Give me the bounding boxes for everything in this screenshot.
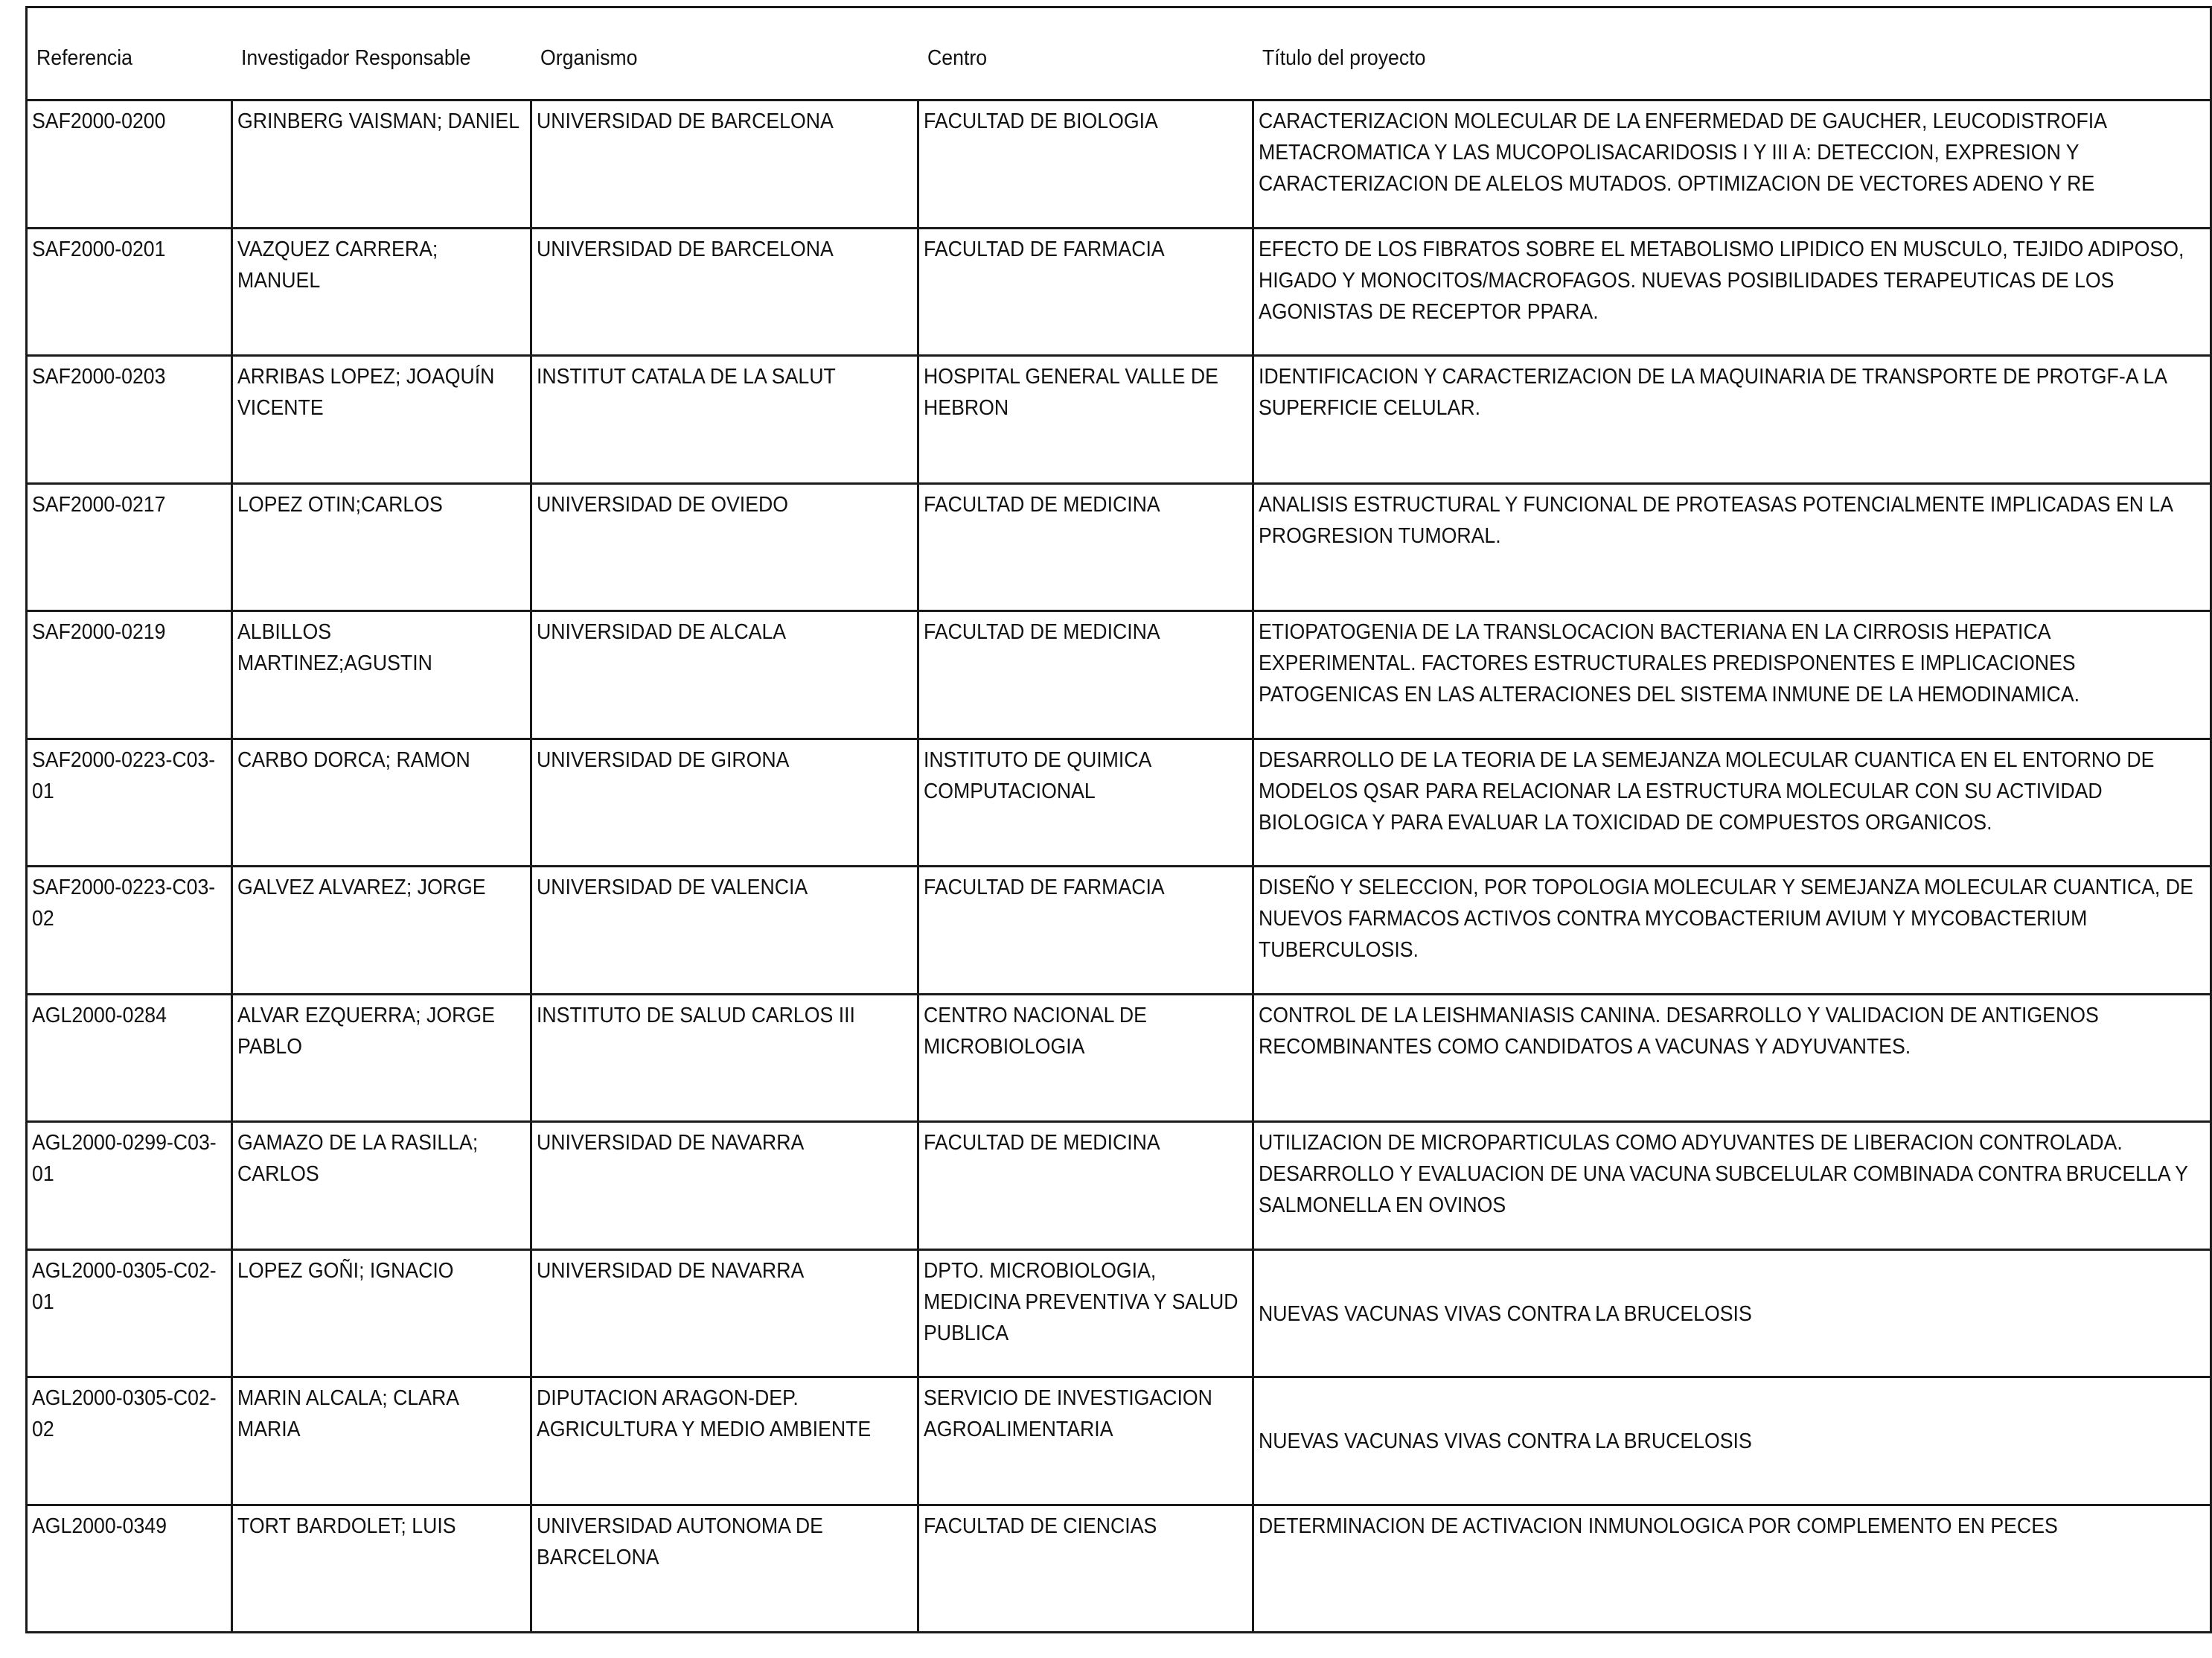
cell-titulo: DETERMINACION DE ACTIVACION INMUNOLOGICA POR COMPLEMENTO EN PECES (1253, 1505, 2211, 1633)
cell-centro: HOSPITAL GENERAL VALLE DE HEBRON (918, 356, 1253, 484)
table-header-row (27, 7, 2211, 101)
cell-referencia: SAF2000-0219 (27, 611, 232, 739)
cell-centro: DPTO. MICROBIOLOGIA, MEDICINA PREVENTIVA Y SALUD PUBLICA (918, 1249, 1253, 1377)
table-row (27, 228, 2211, 356)
cell-centro: FACULTAD DE CIENCIAS (918, 1505, 1253, 1633)
table-row (27, 1505, 2211, 1633)
cell-titulo: DISEÑO Y SELECCION, POR TOPOLOGIA MOLECULAR Y SEMEJANZA MOLECULAR CUANTICA, DE NUEVOS FARMACOS ACTIVOS CONTRA MYCOBACTERIUM AVIUM Y MYCOBACTERIUM TUBERCULOSIS. (1253, 867, 2211, 995)
cell-centro: FACULTAD DE BIOLOGIA (918, 101, 1253, 229)
table-row (27, 867, 2211, 995)
cell-referencia: SAF2000-0217 (27, 483, 232, 611)
cell-centro: FACULTAD DE MEDICINA (918, 611, 1253, 739)
cell-investigador: ALBILLOS MARTINEZ;AGUSTIN (232, 611, 531, 739)
cell-titulo: NUEVAS VACUNAS VIVAS CONTRA LA BRUCELOSIS (1253, 1249, 2211, 1377)
table-row (27, 611, 2211, 739)
cell-organismo: INSTITUTO DE SALUD CARLOS III (531, 994, 918, 1122)
table-row (27, 1377, 2211, 1505)
cell-titulo: DESARROLLO DE LA TEORIA DE LA SEMEJANZA MOLECULAR CUANTICA EN EL ENTORNO DE MODELOS QSAR PARA RELACIONAR LA ESTRUCTURA MOLECULAR CON SU ACTIVIDAD BIOLOGICA Y PARA EVALUAR LA TOXICIDAD DE COMPUESTOS ORGANICOS. (1253, 739, 2211, 867)
cell-investigador: LOPEZ OTIN;CARLOS (232, 483, 531, 611)
cell-centro: FACULTAD DE MEDICINA (918, 483, 1253, 611)
cell-investigador: GALVEZ ALVAREZ; JORGE (232, 867, 531, 995)
cell-organismo: UNIVERSIDAD DE BARCELONA (531, 101, 918, 229)
header-referencia: Referencia (27, 7, 232, 101)
cell-centro: CENTRO NACIONAL DE MICROBIOLOGIA (918, 994, 1253, 1122)
cell-referencia: AGL2000-0299-C03-01 (27, 1122, 232, 1250)
cell-investigador: GRINBERG VAISMAN; DANIEL (232, 101, 531, 229)
cell-referencia: AGL2000-0349 (27, 1505, 232, 1633)
cell-titulo: CONTROL DE LA LEISHMANIASIS CANINA. DESARROLLO Y VALIDACION DE ANTIGENOS RECOMBINANTES COMO CANDIDATOS A VACUNAS Y ADYUVANTES. (1253, 994, 2211, 1122)
cell-referencia: SAF2000-0201 (27, 228, 232, 356)
cell-centro: INSTITUTO DE QUIMICA COMPUTACIONAL (918, 739, 1253, 867)
table-row (27, 994, 2211, 1122)
cell-titulo: NUEVAS VACUNAS VIVAS CONTRA LA BRUCELOSIS (1253, 1377, 2211, 1505)
cell-investigador: ALVAR EZQUERRA; JORGE PABLO (232, 994, 531, 1122)
cell-investigador: ARRIBAS LOPEZ; JOAQUÍN VICENTE (232, 356, 531, 484)
cell-titulo: UTILIZACION DE MICROPARTICULAS COMO ADYUVANTES DE LIBERACION CONTROLADA. DESARROLLO Y EVALUACION DE UNA VACUNA SUBCELULAR COMBINADA CONTRA BRUCELLA Y SALMONELLA EN OVINOS (1253, 1122, 2211, 1250)
header-investigador: Investigador Responsable (232, 7, 531, 101)
cell-investigador: MARIN ALCALA; CLARA MARIA (232, 1377, 531, 1505)
cell-organismo: UNIVERSIDAD DE GIRONA (531, 739, 918, 867)
cell-organismo: UNIVERSIDAD DE NAVARRA (531, 1122, 918, 1250)
table-row (27, 739, 2211, 867)
cell-titulo: ETIOPATOGENIA DE LA TRANSLOCACION BACTERIANA EN LA CIRROSIS HEPATICA EXPERIMENTAL. FACTORES ESTRUCTURALES PREDISPONENTES E IMPLICACIONES PATOGENICAS EN LAS ALTERACIONES DEL SISTEMA INMUNE DE LA HEMODINAMICA. (1253, 611, 2211, 739)
cell-organismo: UNIVERSIDAD DE OVIEDO (531, 483, 918, 611)
cell-referencia: AGL2000-0305-C02-02 (27, 1377, 232, 1505)
cell-centro: FACULTAD DE FARMACIA (918, 867, 1253, 995)
cell-organismo: UNIVERSIDAD DE NAVARRA (531, 1249, 918, 1377)
cell-titulo: ANALISIS ESTRUCTURAL Y FUNCIONAL DE PROTEASAS POTENCIALMENTE IMPLICADAS EN LA PROGRESION TUMORAL. (1253, 483, 2211, 611)
cell-investigador: GAMAZO DE LA RASILLA; CARLOS (232, 1122, 531, 1250)
cell-investigador: TORT BARDOLET; LUIS (232, 1505, 531, 1633)
cell-organismo: UNIVERSIDAD DE BARCELONA (531, 228, 918, 356)
cell-referencia: SAF2000-0200 (27, 101, 232, 229)
cell-centro: SERVICIO DE INVESTIGACION AGROALIMENTARIA (918, 1377, 1253, 1505)
projects-table (25, 6, 2212, 1633)
cell-titulo: CARACTERIZACION MOLECULAR DE LA ENFERMEDAD DE GAUCHER, LEUCODISTROFIA METACROMATICA Y LAS MUCOPOLISACARIDOSIS I Y III A: DETECCION, EXPRESION Y CARACTERIZACION DE ALELOS MUTADOS. OPTIMIZACION DE VECTORES ADENO Y RE (1253, 101, 2211, 229)
cell-titulo: EFECTO DE LOS FIBRATOS SOBRE EL METABOLISMO LIPIDICO EN MUSCULO, TEJIDO ADIPOSO, HIGADO Y MONOCITOS/MACROFAGOS. NUEVAS POSIBILIDADES TERAPEUTICAS DE LOS AGONISTAS DE RECEPTOR PPARA. (1253, 228, 2211, 356)
table-row (27, 1249, 2211, 1377)
cell-organismo: DIPUTACION ARAGON-DEP. AGRICULTURA Y MEDIO AMBIENTE (531, 1377, 918, 1505)
table-row (27, 356, 2211, 484)
cell-centro: FACULTAD DE MEDICINA (918, 1122, 1253, 1250)
cell-centro: FACULTAD DE FARMACIA (918, 228, 1253, 356)
cell-investigador: VAZQUEZ CARRERA; MANUEL (232, 228, 531, 356)
cell-referencia: SAF2000-0203 (27, 356, 232, 484)
table-row (27, 1122, 2211, 1250)
cell-organismo: UNIVERSIDAD DE ALCALA (531, 611, 918, 739)
cell-referencia: SAF2000-0223-C03-01 (27, 739, 232, 867)
header-centro: Centro (918, 7, 1253, 101)
cell-investigador: CARBO DORCA; RAMON (232, 739, 531, 867)
cell-organismo: INSTITUT CATALA DE LA SALUT (531, 356, 918, 484)
cell-titulo: IDENTIFICACION Y CARACTERIZACION DE LA MAQUINARIA DE TRANSPORTE DE PROTGF-A LA SUPERFICIE CELULAR. (1253, 356, 2211, 484)
header-organismo: Organismo (531, 7, 918, 101)
cell-referencia: AGL2000-0284 (27, 994, 232, 1122)
cell-referencia: AGL2000-0305-C02-01 (27, 1249, 232, 1377)
cell-organismo: UNIVERSIDAD DE VALENCIA (531, 867, 918, 995)
table-row (27, 483, 2211, 611)
table-row (27, 101, 2211, 229)
header-titulo: Título del proyecto (1253, 7, 2211, 101)
cell-investigador: LOPEZ GOÑI; IGNACIO (232, 1249, 531, 1377)
cell-organismo: UNIVERSIDAD AUTONOMA DE BARCELONA (531, 1505, 918, 1633)
cell-referencia: SAF2000-0223-C03-02 (27, 867, 232, 995)
